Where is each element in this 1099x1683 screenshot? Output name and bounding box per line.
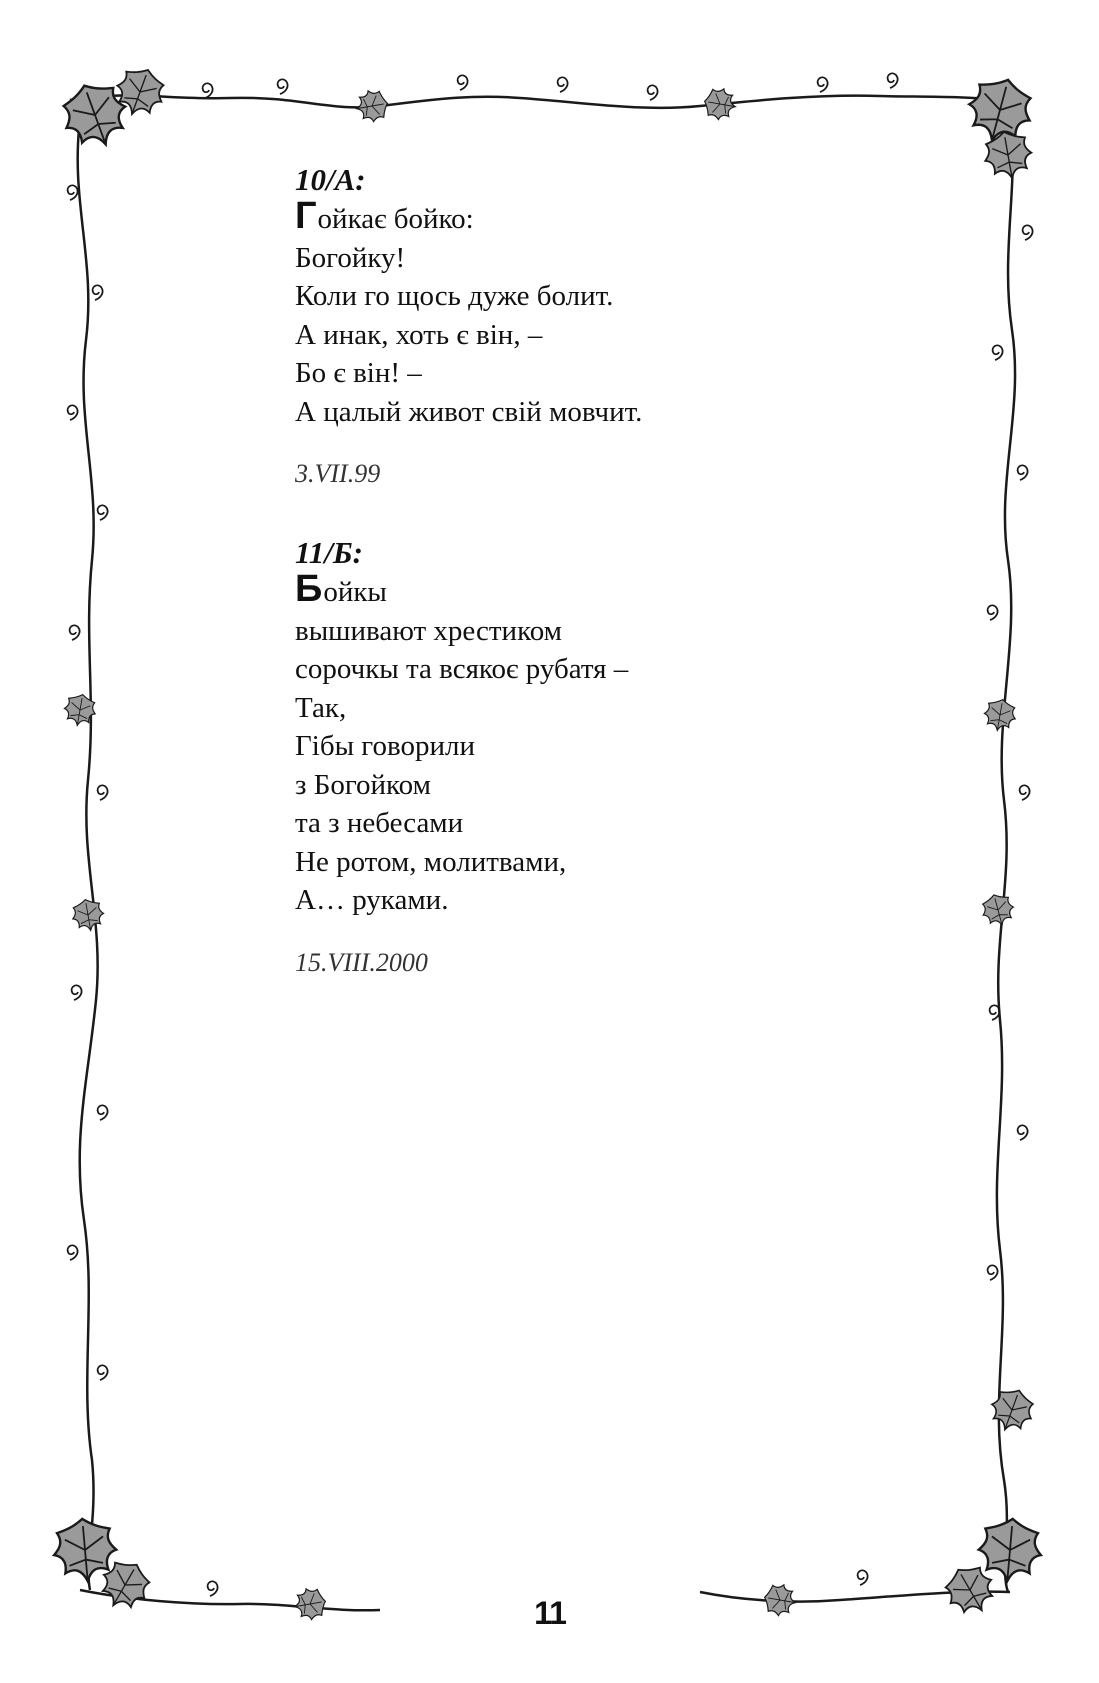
poem-10a	[295, 160, 915, 489]
page-number: 11	[534, 1595, 566, 1631]
poem-heading: 10/А:	[295, 162, 366, 197]
poem-line: Богойку!	[295, 241, 406, 274]
poem-date: 15.VIII.2000	[295, 947, 428, 977]
poem-line: Бо є він! –	[295, 357, 422, 389]
poem-first-line	[295, 568, 915, 612]
poem-line: А цалый живот свій мовчит.	[295, 395, 643, 428]
poem-line: вышивают хрестиком	[295, 614, 562, 647]
poem-line: Коли го щось дуже болит.	[295, 280, 614, 312]
poem-line: сорочкы та всякоє рубатя –	[295, 653, 629, 685]
poem-line: А… руками.	[295, 884, 449, 916]
poems-column	[295, 160, 915, 978]
drop-cap: Г	[295, 195, 317, 237]
poem-line: Так,	[295, 691, 347, 724]
poem-date: 3.VII.99	[295, 459, 381, 488]
poem-line: Гібы говорили	[295, 730, 475, 762]
first-line-text: ойкає бойко:	[317, 203, 474, 235]
poem-heading: 11/Б:	[295, 535, 363, 570]
drop-cap: Б	[295, 568, 323, 610]
poem-line: та з небесами	[295, 807, 464, 839]
poem-line: А инак, хоть є він, –	[295, 318, 543, 351]
first-line-text: ойкы	[323, 576, 387, 608]
poem-line: Не ротом, молитвами,	[295, 845, 567, 878]
poem-line: з Богойком	[295, 768, 431, 801]
poem-first-line	[295, 195, 915, 239]
poem-11b	[295, 533, 915, 978]
